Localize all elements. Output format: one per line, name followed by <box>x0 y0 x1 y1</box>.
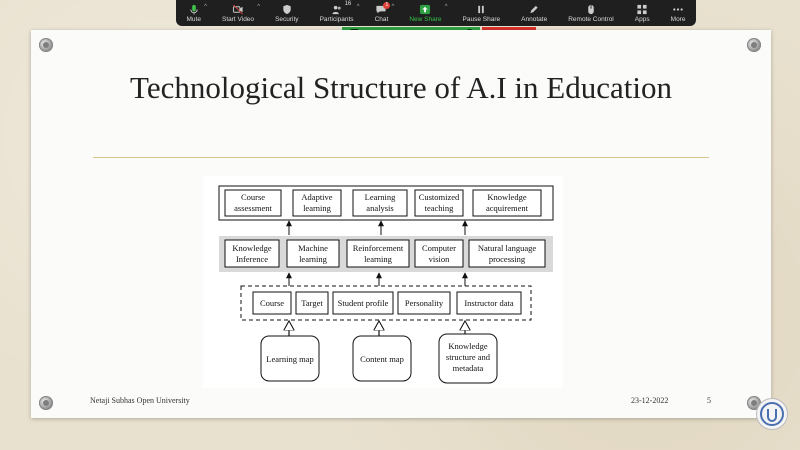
video-camera-icon <box>232 4 244 15</box>
mid-label-2a: Machine <box>298 243 328 253</box>
source-label-3b: structure and <box>445 352 491 362</box>
mute-label: Mute <box>186 15 201 23</box>
source-label-1: Learning map <box>266 354 314 364</box>
participants-button[interactable] <box>319 0 360 26</box>
security-button[interactable] <box>275 0 298 26</box>
mute-button[interactable] <box>186 0 207 26</box>
mid-label-1a: Knowledge <box>232 243 272 253</box>
more-button[interactable] <box>671 0 686 26</box>
top-label-5b: acquirement <box>485 203 529 213</box>
mid-label-4b: vision <box>428 254 450 264</box>
shield-icon <box>281 4 293 15</box>
mid-label-5a: Natural language <box>477 243 537 253</box>
top-label-4a: Customized <box>418 192 460 202</box>
pushpin-icon <box>747 38 761 52</box>
top-label-4b: teaching <box>424 203 454 213</box>
mid-label-1b: Inference <box>235 254 269 264</box>
top-label-3a: Learning <box>364 192 396 202</box>
architecture-diagram <box>203 176 563 388</box>
apps-label: Apps <box>634 15 650 23</box>
security-label: Security <box>275 15 299 23</box>
chat-badge: 1 <box>385 2 389 8</box>
source-label-3a: Knowledge <box>448 341 488 351</box>
chat-button[interactable] <box>374 0 395 26</box>
top-label-2b: learning <box>303 203 331 213</box>
data-label-2: Target <box>301 298 323 308</box>
participants-icon <box>331 4 343 15</box>
chevron-up-icon[interactable]: ^ <box>391 4 395 10</box>
top-label-1a: Course <box>240 192 266 202</box>
slide-title: Technological Structure of A.I in Education <box>130 70 672 105</box>
more-dots-icon <box>672 4 684 15</box>
presentation-slide <box>31 30 771 418</box>
mid-label-5b: processing <box>488 254 526 264</box>
pushpin-icon <box>39 396 53 410</box>
mid-label-4a: Computer <box>422 243 456 253</box>
top-label-3b: analysis <box>366 203 394 213</box>
diagram-svg <box>203 176 563 388</box>
microphone-icon <box>188 4 200 15</box>
chevron-up-icon[interactable]: ^ <box>257 4 261 10</box>
remote-control-button[interactable] <box>568 0 614 26</box>
participants-label: Participants <box>319 15 354 23</box>
apps-button[interactable] <box>635 0 650 26</box>
start-video-button[interactable] <box>222 0 261 26</box>
pause-share-button[interactable] <box>463 0 501 26</box>
chevron-up-icon[interactable]: ^ <box>356 4 360 10</box>
data-label-4: Personality <box>404 298 444 308</box>
footer-date: 23-12-2022 <box>631 396 669 405</box>
top-label-2a: Adaptive <box>301 192 333 202</box>
data-label-5: Instructor data <box>464 298 514 308</box>
footer-university: Netaji Subhas Open University <box>90 396 190 405</box>
university-logo-icon <box>756 398 788 430</box>
pushpin-icon <box>39 38 53 52</box>
slide-page-number: 5 <box>707 396 711 405</box>
data-label-1: Course <box>259 298 285 308</box>
source-label-3c: metadata <box>452 363 484 373</box>
remote-control-label: Remote Control <box>568 15 614 23</box>
zoom-toolbar <box>176 0 696 26</box>
top-label-1b: assessment <box>234 203 272 213</box>
chevron-up-icon[interactable]: ^ <box>444 4 448 10</box>
mouse-icon <box>585 4 597 15</box>
source-label-2: Content map <box>360 354 404 364</box>
pencil-icon <box>528 4 540 15</box>
annotate-label: Annotate <box>521 15 548 23</box>
share-screen-icon <box>419 4 431 15</box>
mid-label-2b: learning <box>299 254 327 264</box>
new-share-label: New Share <box>409 15 442 23</box>
data-label-3: Student profile <box>337 298 389 308</box>
top-label-5a: Knowledge <box>487 192 527 202</box>
title-divider <box>93 157 709 158</box>
chevron-up-icon[interactable]: ^ <box>204 4 207 10</box>
apps-grid-icon <box>636 4 648 15</box>
new-share-button[interactable] <box>409 0 448 26</box>
pause-icon <box>475 4 487 15</box>
mid-label-3b: learning <box>364 254 392 264</box>
more-label: More <box>670 15 686 23</box>
annotate-button[interactable] <box>521 0 547 26</box>
pause-share-label: Pause Share <box>462 15 501 23</box>
mid-label-3a: Reinforcement <box>352 243 404 253</box>
chat-label: Chat <box>374 15 389 23</box>
start-video-label: Start Video <box>222 15 255 23</box>
participants-count: 16 <box>344 1 352 7</box>
